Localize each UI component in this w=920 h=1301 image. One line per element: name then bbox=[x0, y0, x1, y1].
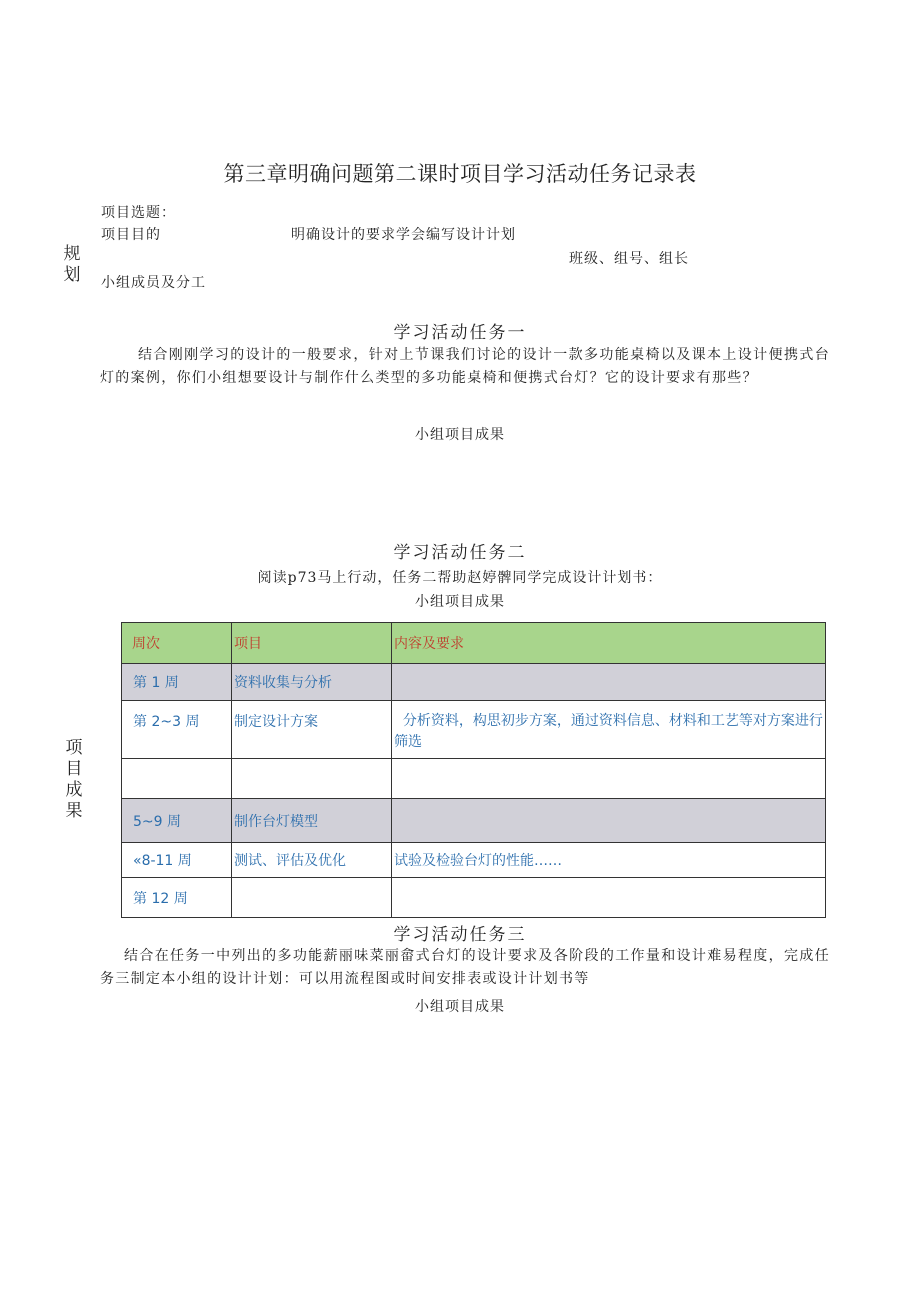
week-cell bbox=[122, 759, 232, 799]
task3-result-label: 小组项目成果 bbox=[415, 999, 505, 1015]
week-cell: 第 12 周 bbox=[122, 878, 232, 918]
members-label: 小组成员及分工 bbox=[101, 275, 206, 291]
requirement-cell bbox=[392, 664, 826, 701]
side-label-planning: 规划 bbox=[63, 244, 81, 285]
table-row bbox=[122, 799, 826, 843]
table-row bbox=[122, 664, 826, 701]
requirement-cell bbox=[392, 799, 826, 843]
side-label-results: 项目成果 bbox=[65, 738, 83, 821]
week-cell: 第 1 周 bbox=[122, 664, 232, 701]
header-item: 项目 bbox=[232, 623, 392, 664]
plan-table bbox=[121, 622, 826, 918]
requirement-cell: 试验及检验台灯的性能…… bbox=[392, 843, 826, 878]
header-week: 周次 bbox=[122, 623, 232, 664]
table-row bbox=[122, 701, 826, 759]
table-row bbox=[122, 759, 826, 799]
item-cell bbox=[232, 878, 392, 918]
task2-instruction: 阅读p73马上行动，任务二帮助赵婷髀同学完成设计计划书： bbox=[257, 570, 663, 586]
task1-body: 结合刚刚学习的设计的一般要求，针对上节课我们讨论的设计一款多功能桌椅以及课本上设计便携式台灯的案例，你们小组想要设计与制作什么类型的多功能桌椅和便携式台灯？它的设计要求有那些？ bbox=[100, 347, 830, 386]
task1-result-label: 小组项目成果 bbox=[415, 427, 505, 443]
requirement-cell bbox=[392, 878, 826, 918]
class-info: 班级、组号、组长 bbox=[569, 251, 689, 267]
table-row bbox=[122, 843, 826, 878]
week-cell: 5~9 周 bbox=[122, 799, 232, 843]
item-cell: 资料收集与分析 bbox=[232, 664, 392, 701]
table-header-row bbox=[122, 623, 826, 664]
purpose-label: 项目目的 bbox=[101, 227, 161, 243]
topic-label: 项目选题： bbox=[101, 205, 176, 221]
item-cell: 测试、评估及优化 bbox=[232, 843, 392, 878]
task3-heading: 学习活动任务三 bbox=[393, 925, 527, 945]
table-row bbox=[122, 878, 826, 918]
item-cell: 制定设计方案 bbox=[232, 701, 392, 759]
item-cell bbox=[232, 759, 392, 799]
purpose-value: 明确设计的要求学会编写设计计划 bbox=[291, 227, 516, 243]
requirement-cell bbox=[392, 701, 826, 759]
week-cell: 第 2~3 周 bbox=[122, 701, 232, 759]
task3-body: 结合在任务一中列出的多功能薪丽味菜丽畲式台灯的设计要求及各阶段的工作量和设计难易程度，完成任务三制定本小组的设计计划：可以用流程图或时间安排表或设计计划书等 bbox=[100, 948, 830, 987]
task1-heading: 学习活动任务一 bbox=[393, 323, 527, 343]
week-cell: «8-11 周 bbox=[122, 843, 232, 878]
header-requirement: 内容及要求 bbox=[392, 623, 826, 664]
task2-heading: 学习活动任务二 bbox=[393, 543, 527, 563]
page-title: 第三章明确问题第二课时项目学习活动任务记录表 bbox=[223, 162, 697, 186]
item-cell: 制作台灯模型 bbox=[232, 799, 392, 843]
requirement-cell bbox=[392, 759, 826, 799]
requirement-text: 分析资料，构思初步方案，通过资料信息、材料和工艺等对方案进行筛选 bbox=[394, 713, 823, 750]
task2-result-label: 小组项目成果 bbox=[415, 594, 505, 610]
